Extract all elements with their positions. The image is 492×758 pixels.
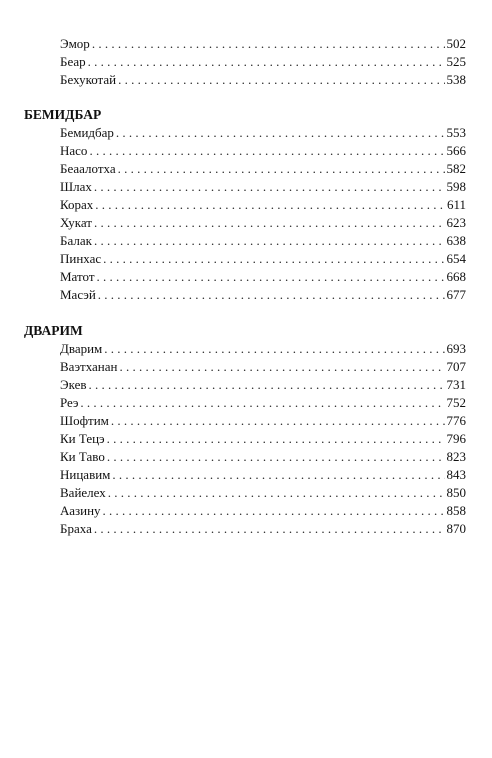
toc-entry-page: 582 [446,161,466,176]
dot-leader [94,232,445,250]
toc-entry-title: Вайелех [60,485,106,500]
toc-entry-title: Реэ [60,395,79,410]
toc-entry-title: Шлах [60,179,92,194]
toc-entry-page: 654 [446,251,466,266]
toc-entry-title: Ки Таво [60,449,105,464]
toc-entry-title: Пинхас [60,251,102,266]
dot-leader [107,448,445,466]
toc-entry-page: 553 [446,125,466,140]
toc-entry-page: 693 [446,341,466,356]
toc-entry-title: Шофтим [60,413,109,428]
toc-entry-page: 502 [446,36,466,51]
toc-entry [60,232,466,250]
toc-entry [60,196,466,214]
toc-entry [60,53,466,71]
section-heading-dvarim: ДВАРИМ [24,323,83,338]
toc-entry-page: 668 [446,269,466,284]
toc-group-continued [60,35,466,89]
toc-entry-title: Ваэтханан [60,359,118,374]
dot-leader [112,466,444,484]
toc-entry-title: Аазину [60,503,101,518]
toc-entry-page: 611 [446,197,466,212]
dot-leader [111,412,445,430]
toc-entry [60,160,466,178]
toc-entry-title: Бемидбар [60,125,114,140]
toc-entry [60,448,466,466]
toc-entry-page: 623 [446,215,466,230]
dot-leader [97,268,445,286]
toc-entry [60,466,466,484]
toc-entry-page: 538 [446,72,466,87]
toc-entry [60,142,466,160]
dot-leader [89,142,444,160]
toc-entry [60,124,466,142]
toc-entry [60,412,466,430]
toc-entry [60,520,466,538]
dot-leader [118,71,444,89]
dot-leader [119,358,444,376]
toc-entry-title: Хукат [60,215,92,230]
toc-entry-page: 850 [446,485,466,500]
toc-entry-page: 638 [446,233,466,248]
dot-leader [98,286,445,304]
dot-leader [103,502,445,520]
toc-entry-title: Бехукотай [60,72,117,87]
dot-leader [95,196,445,214]
toc-entry [60,35,466,53]
toc-entry [60,286,466,304]
dot-leader [80,394,444,412]
toc-entry-title: Дварим [60,341,103,356]
dot-leader [107,430,445,448]
toc-entry [60,178,466,196]
toc-entry-title: Эмор [60,36,90,51]
toc-entry-title: Ницавим [60,467,111,482]
toc-entry-page: 776 [446,413,466,428]
toc-entry-title: Насо [60,143,88,158]
toc-entry-title: Масэй [60,287,96,302]
toc-entry-page: 752 [446,395,466,410]
toc-entry [60,358,466,376]
dot-leader [118,160,445,178]
toc-entry-title: Ки Тецэ [60,431,105,446]
toc-entry [60,71,466,89]
toc-entry [60,394,466,412]
toc-entry-title: Балак [60,233,92,248]
toc-entry-page: 525 [446,54,466,69]
dot-leader [94,178,445,196]
toc-entry-page: 858 [446,503,466,518]
dot-leader [92,35,445,53]
toc-entry-title: Браха [60,521,92,536]
toc-group-dvarim [60,340,466,538]
toc-entry-page: 870 [446,521,466,536]
toc-entry-title: Экев [60,377,87,392]
toc-entry [60,376,466,394]
toc-entry-title: Матот [60,269,95,284]
toc-entry [60,268,466,286]
toc-entry-page: 731 [446,377,466,392]
dot-leader [108,484,445,502]
toc-entry-page: 843 [446,467,466,482]
toc-entry-page: 823 [446,449,466,464]
toc-entry-page: 677 [446,287,466,302]
toc-entry [60,430,466,448]
toc-entry [60,214,466,232]
toc-entry [60,250,466,268]
toc-group-bemidbar [60,124,466,304]
dot-leader [104,340,444,358]
section-heading-bemidbar: БЕМИДБАР [24,107,102,122]
toc-entry-page: 598 [446,179,466,194]
dot-leader [103,250,444,268]
toc-entry-title: Беаалотха [60,161,116,176]
toc-entry-page: 566 [446,143,466,158]
dot-leader [94,214,445,232]
dot-leader [94,520,445,538]
toc-entry-title: Беар [60,54,86,69]
toc-entry-page: 707 [446,359,466,374]
dot-leader [88,376,444,394]
toc-entry [60,340,466,358]
toc-entry [60,484,466,502]
dot-leader [88,53,445,71]
toc-entry-title: Корах [60,197,94,212]
toc-entry-page: 796 [446,431,466,446]
dot-leader [116,124,445,142]
toc-entry [60,502,466,520]
